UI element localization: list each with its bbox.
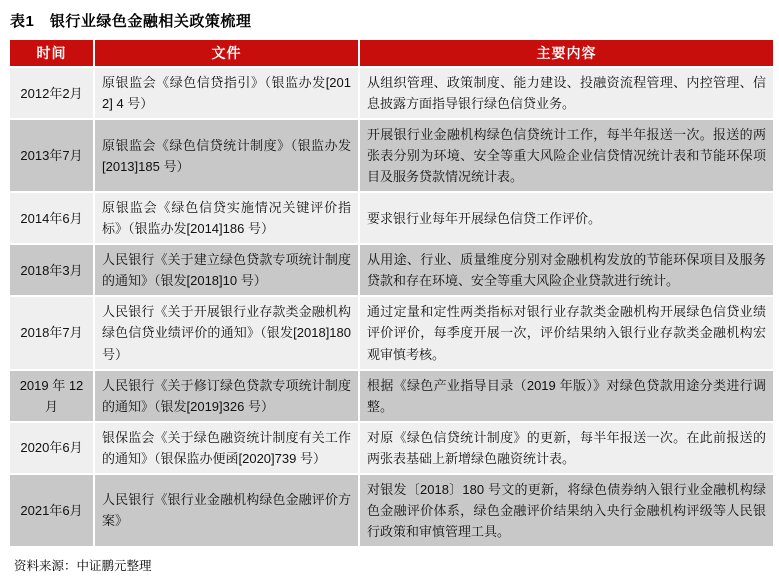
table-title: 表1 银行业绿色金融相关政策梳理 bbox=[10, 13, 252, 30]
table-row bbox=[10, 371, 773, 421]
table-row bbox=[10, 120, 773, 191]
content-cell: 从用途、行业、质量维度分别对金融机构发放的节能环保项目及服务贷款和存在环境、安全等重大风险企业贷款进行统计。 bbox=[360, 245, 773, 295]
table-row bbox=[10, 245, 773, 295]
column-header-time: 时间 bbox=[10, 40, 93, 66]
document-cell: 银保监会《关于绿色融资统计制度有关工作的通知》（银保监办便函[2020]739 号） bbox=[95, 423, 358, 473]
header-row bbox=[10, 40, 773, 66]
time-cell: 2014年6月 bbox=[10, 193, 93, 243]
source-note: 资料来源：中证鹏元整理 bbox=[14, 558, 152, 573]
document-cell: 人民银行《关于开展银行业存款类金融机构绿色信贷业绩评价的通知》（银发[2018]180 号） bbox=[95, 297, 358, 368]
table-row bbox=[10, 193, 773, 243]
time-cell: 2020年6月 bbox=[10, 423, 93, 473]
document-cell: 原银监会《绿色信贷实施情况关键评价指标》（银监办发[2014]186 号） bbox=[95, 193, 358, 243]
content-cell: 要求银行业每年开展绿色信贷工作评价。 bbox=[360, 193, 773, 243]
time-cell: 2012年2月 bbox=[10, 68, 93, 118]
table-row bbox=[10, 297, 773, 368]
time-cell: 2019 年 12 月 bbox=[10, 371, 93, 421]
column-header-document: 文件 bbox=[95, 40, 358, 66]
table-row bbox=[10, 475, 773, 546]
content-cell: 根据《绿色产业指导目录（2019 年版）》对绿色贷款用途分类进行调整。 bbox=[360, 371, 773, 421]
time-cell: 2018年3月 bbox=[10, 245, 93, 295]
document-cell: 原银监会《绿色信贷统计制度》（银监办发[2013]185 号） bbox=[95, 120, 358, 191]
content-cell: 通过定量和定性两类指标对银行业存款类金融机构开展绿色信贷业绩评价评价，每季度开展一次，评价结果纳入银行业存款类金融机构宏观审慎考核。 bbox=[360, 297, 773, 368]
time-cell: 2021年6月 bbox=[10, 475, 93, 546]
content-cell: 对银发〔2018〕180 号文的更新，将绿色债券纳入银行业金融机构绿色金融评价体系，绿色金融评价结果纳入央行金融机构评级等人民银行政策和审慎管理工具。 bbox=[360, 475, 773, 546]
column-header-content: 主要内容 bbox=[360, 40, 773, 66]
time-cell: 2013年7月 bbox=[10, 120, 93, 191]
document-cell: 人民银行《关于建立绿色贷款专项统计制度的通知》（银发[2018]10 号） bbox=[95, 245, 358, 295]
content-cell: 开展银行业金融机构绿色信贷统计工作，每半年报送一次。报送的两张表分别为环境、安全等重大风险企业信贷情况统计表和节能环保项目及服务贷款情况统计表。 bbox=[360, 120, 773, 191]
document-cell: 人民银行《关于修订绿色贷款专项统计制度的通知》（银发[2019]326 号） bbox=[95, 371, 358, 421]
table-row bbox=[10, 423, 773, 473]
content-cell: 从组织管理、政策制度、能力建设、投融资流程管理、内控管理、信息披露方面指导银行绿色信贷业务。 bbox=[360, 68, 773, 118]
table-row bbox=[10, 68, 773, 118]
policy-table bbox=[8, 38, 775, 548]
time-cell: 2018年7月 bbox=[10, 297, 93, 368]
document-cell: 人民银行《银行业金融机构绿色金融评价方案》 bbox=[95, 475, 358, 546]
content-cell: 对原《绿色信贷统计制度》的更新，每半年报送一次。在此前报送的两张表基础上新增绿色融资统计表。 bbox=[360, 423, 773, 473]
document-cell: 原银监会《绿色信贷指引》（银监办发[2012] 4 号） bbox=[95, 68, 358, 118]
